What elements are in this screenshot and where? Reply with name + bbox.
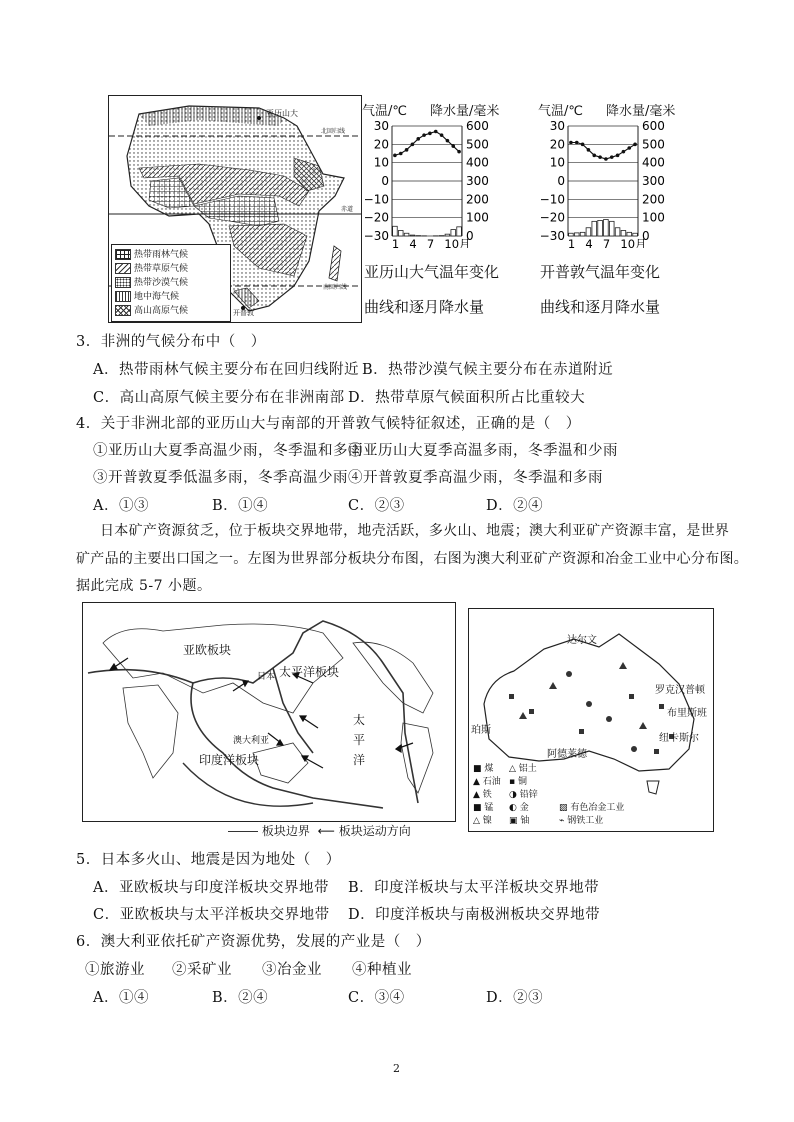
- precip-bar: [404, 233, 409, 236]
- nonferrous-icon: ▨: [559, 803, 568, 813]
- x-tick-label: 4: [409, 237, 417, 248]
- q3-option-a[interactable]: A．热带雨林气候主要分布在回归线附近: [93, 362, 359, 378]
- x-tick-label: 1: [567, 237, 576, 248]
- precip-tick-label: 200: [642, 192, 665, 207]
- aus-legend: [471, 759, 709, 829]
- chart-svg-right: [538, 118, 698, 248]
- right-caption-2: 曲线和逐月降水量: [540, 298, 661, 316]
- temp-tick-label: −30: [539, 229, 565, 243]
- precip-bar: [410, 235, 415, 236]
- temp-point: [428, 132, 432, 136]
- q5-option-b[interactable]: B．印度洋板块与太平洋板块交界地带: [348, 880, 600, 896]
- temp-point: [405, 148, 409, 152]
- temp-tick-label: −30: [363, 229, 389, 243]
- legend-oil: ▲ 石油: [473, 777, 501, 787]
- temp-point: [422, 133, 426, 137]
- passage-line-2: 矿产品的主要出口国之一。左图为世界部分板块分布图，右图为澳大利亚矿产资源和冶金工业中心分布图。: [76, 551, 749, 567]
- copper-icon: ▪: [509, 777, 516, 787]
- precip-bar: [586, 228, 591, 236]
- precip-bar: [393, 226, 398, 236]
- tropic-north-label: 北回归线: [321, 128, 346, 135]
- temp-point: [411, 143, 415, 147]
- q4-option-d[interactable]: D．②④: [486, 498, 544, 514]
- precip-bar: [609, 221, 614, 236]
- x-tick-label: 7: [602, 237, 611, 248]
- pacific-ocean-char-1: 太: [353, 713, 366, 727]
- q3-option-b[interactable]: B．热带沙漠气候主要分布在赤道附近: [362, 362, 614, 378]
- dot-swatch: [115, 277, 131, 288]
- chart-svg-left: [362, 118, 522, 248]
- japan-label: 日本: [257, 672, 276, 682]
- capetown-label: 开普敦: [233, 309, 254, 317]
- rockhampton-label: 罗克汉普顿: [655, 685, 705, 696]
- plate-map-svg: [83, 603, 455, 821]
- temp-point: [633, 143, 637, 147]
- left-caption-1: 亚历山大气温年变化: [364, 263, 500, 281]
- temp-tick-label: 10: [373, 155, 389, 170]
- q6-statement-4: ④种植业: [352, 962, 412, 978]
- legend-iron: ▲ 铁: [473, 790, 492, 800]
- precip-bar: [569, 233, 574, 236]
- steel-icon: ⌁: [559, 816, 565, 826]
- temp-line: [395, 132, 459, 156]
- precip-bar: [580, 232, 585, 236]
- temp-point: [587, 148, 591, 152]
- temp-tick-label: 10: [549, 155, 565, 170]
- legend-nickel: △ 镍: [473, 816, 492, 826]
- temp-tick-label: 30: [373, 119, 389, 133]
- capetown-climate-chart: [538, 98, 698, 323]
- world-plate-map: [82, 602, 456, 822]
- precip-bar: [627, 232, 632, 236]
- vertical-line-swatch: [115, 291, 131, 302]
- africa-legend: [111, 244, 231, 322]
- temp-tick-label: −20: [539, 210, 565, 225]
- q6-statement-1: ①旅游业: [85, 962, 145, 978]
- legend-gold: ◐ 金: [509, 803, 529, 813]
- q3-option-d[interactable]: D．热带草原气候面积所占比重较大: [348, 390, 586, 406]
- passage-line-3: 据此完成 5-7 小题。: [76, 578, 212, 594]
- temp-point: [616, 154, 620, 158]
- precip-bar: [615, 228, 620, 236]
- q4-statement-3: ③开普敦夏季低温多雨，冬季高温少雨: [93, 470, 348, 486]
- brisbane-label: 布里斯班: [667, 708, 707, 719]
- precip-tick-label: 500: [466, 137, 489, 152]
- legend-highland: 高山高原气候: [115, 303, 188, 316]
- vertical-grid-swatch: [115, 249, 131, 260]
- gold-icon: ◐: [509, 803, 517, 813]
- temp-point: [446, 139, 450, 143]
- temp-point: [416, 137, 420, 141]
- coal-icon: ■: [473, 764, 482, 774]
- pacific-plate-label: 太平洋板块: [279, 665, 340, 679]
- precip-tick-label: 400: [466, 155, 489, 170]
- temp-point: [604, 157, 608, 161]
- diagonal-hatch-swatch: [115, 263, 131, 274]
- q4-statement-2: ②亚历山大夏季高温多雨，冬季温和少雨: [348, 443, 618, 459]
- darwin-label: 达尔文: [567, 635, 597, 646]
- x-tick-label: 7: [426, 237, 435, 248]
- precip-bar: [604, 220, 609, 237]
- temp-tick-label: −10: [363, 192, 389, 207]
- temp-tick-label: 0: [381, 174, 389, 188]
- temp-point: [575, 141, 579, 145]
- q3-option-c[interactable]: C．高山高原气候主要分布在非洲南部: [93, 390, 345, 406]
- boundary-line-icon: [228, 831, 258, 832]
- temp-axis-title: 气温/℃: [538, 104, 583, 119]
- legend-manganese: ■ 锰: [473, 803, 494, 813]
- precip-bar: [621, 231, 626, 237]
- temp-point: [457, 150, 461, 154]
- precip-axis-title: 降水量/毫米: [430, 104, 500, 119]
- temp-tick-label: 20: [549, 137, 565, 152]
- oil-icon: ▲: [473, 777, 480, 787]
- q4-statement-4: ④开普敦夏季高温少雨，冬季温和多雨: [348, 470, 603, 486]
- temp-tick-label: 0: [557, 174, 565, 188]
- q5-stem: 5．日本多火山、地震是因为地处（ ）: [76, 852, 341, 868]
- precip-tick-label: 600: [466, 119, 489, 133]
- iron-icon: ▲: [473, 790, 480, 800]
- passage-line-1: 日本矿产资源贫乏，位于板块交界地带，地壳活跃，多火山、地震；澳大利亚矿产资源丰富，是世界: [100, 523, 730, 539]
- precip-tick-label: 500: [642, 137, 665, 152]
- tropic-south-label: 南回归线: [323, 284, 348, 291]
- temp-point: [451, 144, 455, 148]
- legend-copper: ▪ 铜: [509, 777, 527, 787]
- temp-point: [610, 155, 614, 159]
- pacific-ocean-char-2: 平: [353, 733, 366, 747]
- equator-label: 赤道: [341, 206, 354, 213]
- newcastle-label: 纽卡斯尔: [659, 733, 699, 744]
- temp-tick-label: 20: [373, 137, 389, 152]
- africa-climate-map: [108, 95, 362, 323]
- precip-tick-label: 300: [466, 174, 489, 188]
- precip-tick-label: 400: [642, 155, 665, 170]
- q5-option-a[interactable]: A．亚欧板块与印度洋板块交界地带: [93, 880, 329, 896]
- pacific-ocean-char-3: 洋: [353, 753, 366, 767]
- legend-nonferrous: ▨ 有色冶金工业: [559, 803, 625, 813]
- precip-tick-label: 100: [466, 210, 489, 225]
- legend-savanna: 热带草原气候: [115, 261, 188, 274]
- nickel-icon: △: [473, 816, 480, 826]
- q6-statement-3: ③冶金业: [262, 962, 322, 978]
- temp-tick-label: −20: [363, 210, 389, 225]
- precip-bar: [574, 233, 579, 236]
- temp-tick-label: 30: [549, 119, 565, 133]
- temp-axis-title: 气温/℃: [362, 104, 407, 119]
- precip-axis-title: 降水量/毫米: [606, 104, 676, 119]
- legend-desert: 热带沙漠气候: [115, 275, 188, 288]
- precip-bar: [592, 221, 597, 236]
- precip-tick-label: 200: [466, 192, 489, 207]
- plate-map-legend: 板块边界 ⟵ 板块运动方向: [228, 822, 411, 839]
- temp-point: [399, 152, 403, 156]
- temp-point: [393, 154, 397, 158]
- temp-point: [627, 146, 631, 150]
- precip-bar: [398, 231, 403, 237]
- legend-uranium: ▣ 铀: [509, 816, 530, 826]
- x-tick-label: 4: [585, 237, 593, 248]
- precip-tick-label: 300: [642, 174, 665, 188]
- q4-option-c[interactable]: C．②③: [348, 498, 405, 514]
- precip-bar: [598, 220, 603, 236]
- q4-option-b[interactable]: B．①④: [212, 498, 269, 514]
- q5-option-d[interactable]: D．印度洋板块与南极洲板块交界地带: [348, 907, 601, 923]
- temp-tick-label: −10: [539, 192, 565, 207]
- australia-label: 澳大利亚: [233, 736, 270, 746]
- temp-point: [592, 154, 596, 158]
- q6-option-a[interactable]: A．①④: [93, 990, 149, 1006]
- eurasian-plate-label: 亚欧板块: [183, 643, 232, 657]
- australia-mineral-map: [468, 608, 714, 832]
- legend-coal: ■ 煤: [473, 764, 494, 774]
- page-number: 2: [393, 1062, 400, 1075]
- legend-mediterranean: 地中海气候: [115, 289, 179, 302]
- uranium-icon: ▣: [509, 816, 518, 826]
- q6-stem: 6．澳大利亚依托矿产资源优势，发展的产业是（ ）: [76, 934, 431, 950]
- q4-option-a[interactable]: A．①③: [93, 498, 149, 514]
- legend-bauxite: △ 铝土: [509, 764, 537, 774]
- temp-point: [581, 143, 585, 147]
- legend-rainforest: 热带雨林气候: [115, 247, 188, 260]
- perth-label: 珀斯: [471, 725, 491, 736]
- q5-option-c[interactable]: C．亚欧板块与太平洋板块交界地带: [93, 907, 330, 923]
- bauxite-icon: △: [509, 764, 516, 774]
- q4-statement-1: ①亚历山大夏季高温少雨，冬季温和多雨: [93, 443, 363, 459]
- precip-tick-label: 600: [642, 119, 665, 133]
- precip-tick-label: 100: [642, 210, 665, 225]
- alexandria-climate-chart: [362, 98, 522, 323]
- q6-option-d[interactable]: D．②③: [486, 990, 544, 1006]
- q6-option-c[interactable]: C．③④: [348, 990, 405, 1006]
- precip-tick-label: 0: [466, 229, 474, 243]
- indian-plate-label: 印度洋板块: [199, 753, 260, 767]
- temp-point: [598, 155, 602, 159]
- precip-bar: [451, 230, 456, 236]
- adelaide-label: 阿德莱德: [547, 749, 587, 760]
- q4-stem: 4．关于非洲北部的亚历山大与南部的开普敦气候特征叙述，正确的是（ ）: [76, 416, 581, 432]
- right-caption-1: 开普敦气温年变化: [540, 263, 661, 281]
- q6-statement-2: ②采矿业: [172, 962, 232, 978]
- cross-hatch-swatch: [115, 305, 131, 316]
- x-tick-label: 10月: [444, 237, 471, 248]
- alexandria-label: 亚历山大: [266, 109, 298, 118]
- temp-point: [440, 133, 444, 137]
- precip-tick-label: 0: [642, 229, 650, 243]
- arrow-left-icon: ⟵: [317, 824, 335, 838]
- temp-line: [571, 143, 635, 160]
- precip-bar: [445, 234, 450, 236]
- manganese-icon: ■: [473, 803, 482, 813]
- temp-point: [434, 130, 438, 134]
- legend-leadzinc: ◑ 铅锌: [509, 790, 538, 800]
- precip-bar: [633, 233, 638, 236]
- temp-point: [569, 141, 573, 145]
- legend-steel: ⌁ 钢铁工业: [559, 816, 604, 826]
- precip-bar: [457, 227, 462, 236]
- q3-stem: 3．非洲的气候分布中（ ）: [76, 334, 266, 350]
- q6-option-b[interactable]: B．②④: [212, 990, 269, 1006]
- left-caption-2: 曲线和逐月降水量: [364, 298, 485, 316]
- x-tick-label: 10月: [620, 237, 647, 248]
- leadzinc-icon: ◑: [509, 790, 517, 800]
- temp-point: [622, 150, 626, 154]
- x-tick-label: 1: [391, 237, 400, 248]
- alexandria-marker: [257, 116, 261, 120]
